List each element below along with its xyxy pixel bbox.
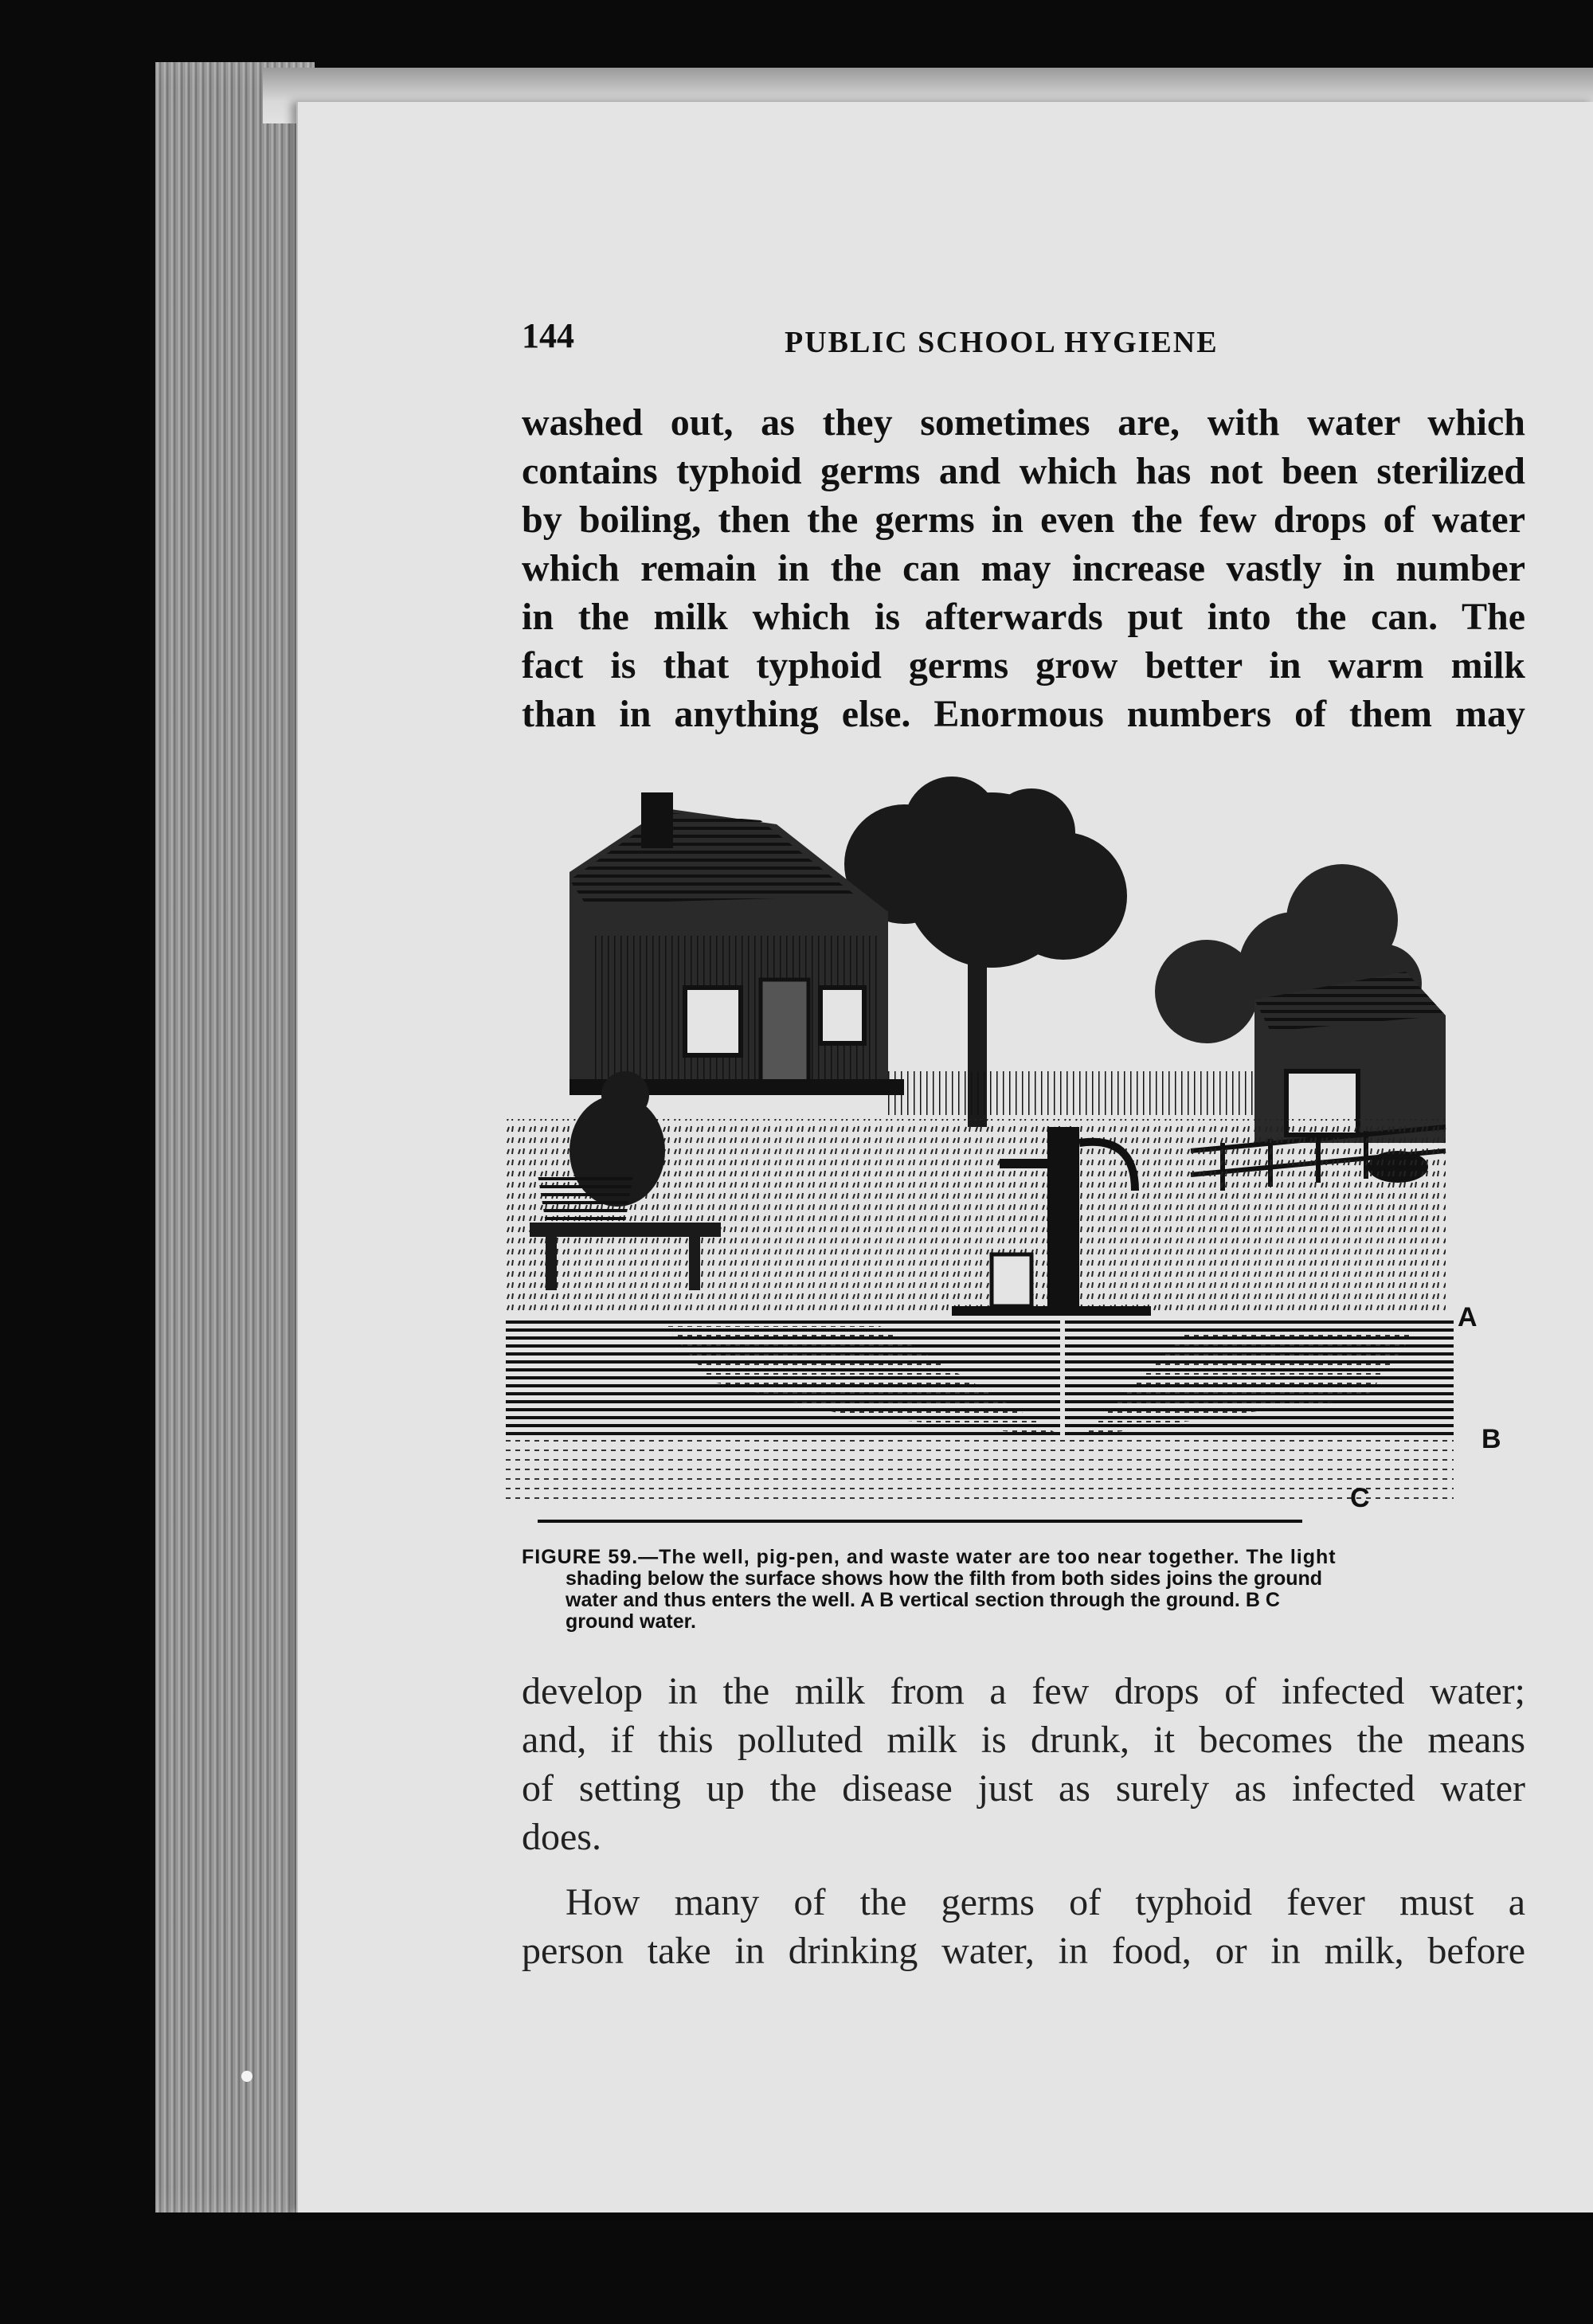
text-line: contains typhoid germs and which has not been sterilized	[522, 450, 1525, 492]
text-line: person take in drinking water, in food, or in milk, before	[522, 1930, 1525, 1972]
text-line: How many of the germs of typhoid fever must a	[566, 1881, 1525, 1923]
ground-section	[506, 1318, 1454, 1521]
text-line: which remain in the can may increase vastly in number	[522, 547, 1525, 589]
figure-label-b: B	[1481, 1424, 1501, 1454]
caption-line: ground water.	[566, 1610, 696, 1633]
text-line: fact is that typhoid germs grow better in warm milk	[522, 644, 1525, 687]
figure-label-a: A	[1458, 1302, 1478, 1332]
caption-line: FIGURE 59.—The well, pig-pen, and waste water are too near together. The light	[522, 1546, 1337, 1568]
text-line: develop in the milk from a few drops of infected water;	[522, 1670, 1525, 1712]
body-text-top	[522, 398, 1525, 738]
page-number: 144	[522, 316, 574, 355]
text-line: by boiling, then the germs in even the few drops of water	[522, 499, 1525, 541]
book-page-edges	[155, 62, 315, 2212]
text-line: washed out, as they sometimes are, with water which	[522, 401, 1525, 444]
text-line: does.	[522, 1816, 601, 1858]
running-head: PUBLIC SCHOOL HYGIENE	[785, 326, 1219, 359]
figure-caption	[522, 1547, 1525, 1633]
figure-illustration	[506, 777, 1501, 1537]
farm-well-engraving	[506, 777, 1501, 1537]
body-text-bottom	[522, 1878, 1525, 1975]
figure-label-c: C	[1350, 1483, 1370, 1513]
text-line: of setting up the disease just as surely as infected water	[522, 1767, 1525, 1810]
text-line: in the milk which is afterwards put into the can. The	[522, 596, 1525, 638]
text-line: and, if this polluted milk is drunk, it becomes the means	[522, 1719, 1525, 1761]
scan-artifact-dot	[241, 2071, 252, 2082]
text-line: than in anything else. Enormous numbers of them may	[522, 693, 1525, 735]
body-text-middle	[522, 1667, 1525, 1861]
caption-line: water and thus enters the well. A B vertical section through the ground. B C	[566, 1589, 1280, 1611]
caption-line: shading below the surface shows how the filth from both sides joins the ground	[566, 1567, 1323, 1590]
